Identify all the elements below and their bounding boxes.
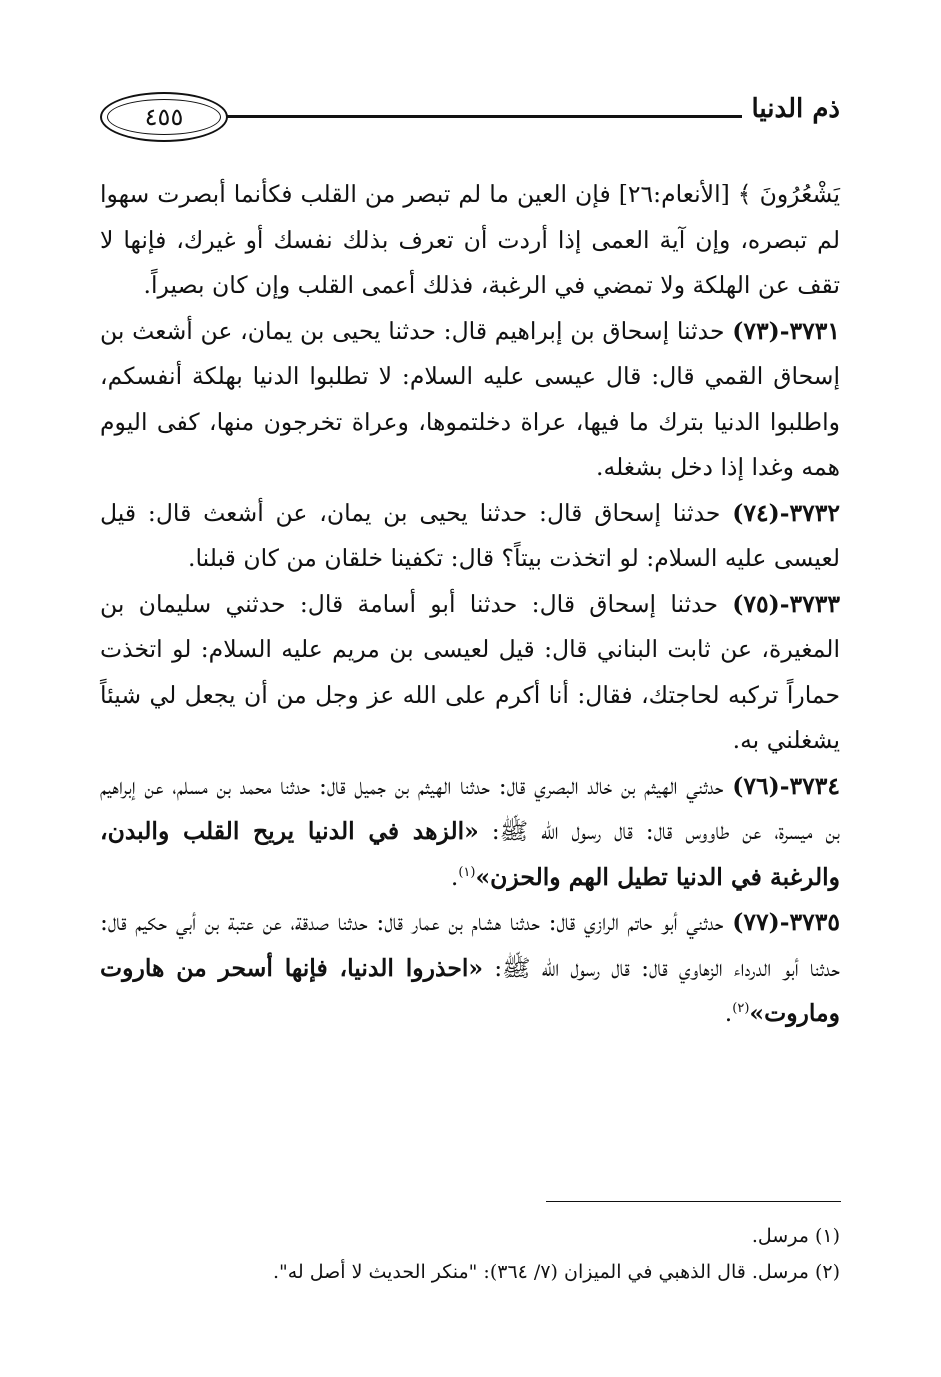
hadith-text: حدثني أبو حاتم الرازي قال: حدثنا هشام بن عمار قال: حدثنا صدقة، عن عتبة بن أبي حكيم قال: حدثنا أبو الدرداء الزهاوي قال: قال رسول الله ﷺ: [100,908,840,982]
paragraph-continuation [100,172,840,309]
hadith-text: حدثني الهيثم بن خالد البصري قال: حدثنا الهيثم بن جميل قال: حدثنا محمد بن مسلم، عن إبراهيم بن ميسرة، عن طاووس قال: قال رسول الله ﷺ: [100,771,840,845]
hadith-number: ٣٧٣٥-(٧٧) [732,908,840,936]
hadith-text: حدثنا إسحاق قال: حدثنا أبو أسامة قال: حدثني سليمان بن المغيرة، عن ثابت البناني قال: قيل لعيسى بن مريم عليه السلام: لو اتخذت حماراً تركبه لحاجتك، فقال: أنا أكرم على الله عز وجل من أن يجعل لي شيئاً يشغلني به. [100,589,840,754]
prophetic-quote: «الزهد في الدنيا يريح القلب والبدن، والرغبة في الدنيا تطيل الهم والحزن» [100,817,840,891]
main-text [100,172,840,1037]
hadith-number: ٣٧٣٣-(٧٥) [732,589,840,618]
prophetic-quote: «احذروا الدنيا، فإنها أسحر من هاروت وماروت» [100,953,840,1027]
footnotes [100,1218,840,1290]
hadith-3732 [100,491,840,582]
hadith-3735 [100,900,840,1037]
hadith-3733 [100,582,840,764]
footnote-separator [546,1201,841,1202]
footnote-1 [100,1218,840,1254]
page-header [100,88,840,152]
footnote-2 [100,1254,840,1290]
hadith-number: ٣٧٣٤-(٧٦) [732,771,840,800]
hadith-number: ٣٧٣٢-(٧٤) [732,498,840,527]
header-rule [226,115,742,118]
paragraph-text: يَشْعُرُونَ ﴾ [الأنعام:٢٦] فإن العين ما لم تبصر من القلب فكأنما أبصرت سهوا لم تبصره، وإن آية العمى إذا أردت أن تعرف بذلك نفسك أو غيرك، فإنها لا تقف عن الهلكة ولا تمضي في الرغبة، فذلك أعمى القلب وإن كان بصيراً. [100,180,840,299]
hadith-3734 [100,764,840,901]
footnote-reference[interactable]: (١) [458,864,476,880]
sentence-end: . [724,999,733,1027]
sentence-end: . [450,862,459,891]
page-number: ٤٥٥ [144,103,184,131]
hadith-text: حدثنا إسحاق قال: حدثنا يحيى بن يمان، عن أشعث قال: قيل لعيسى عليه السلام: لو اتخذت بيتاً؟ قال: تكفينا خلقان من كان قبلنا. [100,498,840,572]
hadith-number: ٣٧٣١-(٧٣) [732,316,840,345]
footnote-marker: (١) [814,1225,840,1247]
footnote-reference[interactable]: (٢) [732,1001,750,1017]
footnote-text: مرسل. قال الذهبي في الميزان (٧/ ٣٦٤): "منكر الحديث لا أصل له". [272,1261,815,1283]
hadith-text: حدثنا إسحاق بن إبراهيم قال: حدثنا يحيى بن يمان، عن أشعث بن إسحاق القمي قال: قال عيسى عليه السلام: لا تطلبوا الدنيا بهلكة أنفسكم، واطلبوا الدنيا بترك ما فيها، عراة دخلتموها، وعراة تخرجون منها، كفى اليوم همه وغدا إذا دخل بشغله. [100,316,840,481]
hadith-3731 [100,309,840,491]
running-title: ذم الدنيا [751,94,840,124]
footnote-marker: (٢) [814,1261,840,1283]
footnote-text: مرسل. [751,1225,815,1247]
